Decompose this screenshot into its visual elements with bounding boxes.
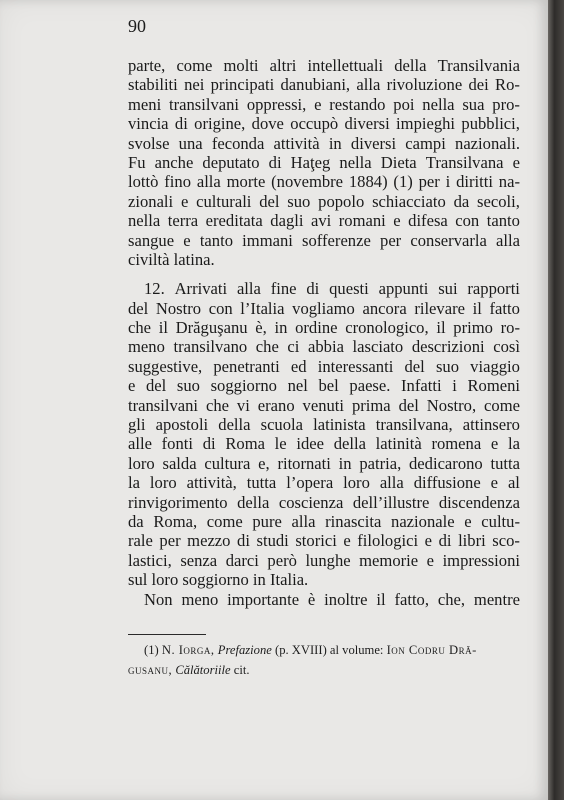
footnote-title: Călătoriile — [175, 663, 231, 677]
line-text: parte, come molti altri intellettuali della Transilvania — [128, 56, 520, 75]
line-text: e del suo soggiorno nel bel paese. Infatti i Romeni — [128, 376, 520, 396]
line-text: lastici, senza darci però lunghe memorie e impressioni — [128, 550, 520, 570]
text-line — [128, 512, 520, 531]
text-line — [128, 434, 520, 453]
footnote-line-1 — [128, 640, 520, 660]
line-text: Fu anche deputato di Haţeg nella Dieta Transilvana e — [128, 152, 520, 172]
text-line — [128, 318, 520, 337]
text-line — [128, 231, 520, 250]
paragraph-1 — [128, 56, 520, 269]
text-line — [128, 56, 520, 75]
line-text: transilvani che vi erano venuti prima del Nostro, come — [128, 395, 520, 415]
text-line — [128, 192, 520, 211]
text-line — [128, 473, 520, 492]
footnote-work: Prefazione — [217, 643, 272, 657]
footnote-author-cont: gusanu, — [128, 663, 173, 677]
text-line — [128, 299, 520, 318]
text-line — [128, 153, 520, 172]
page-number: 90 — [128, 16, 146, 36]
footnote-target-author: Ion Codru Dră- — [386, 643, 477, 657]
paragraph-gap — [128, 269, 520, 279]
line-text: sul loro soggiorno in Italia. — [128, 570, 309, 590]
text-line — [128, 551, 520, 570]
line-text: gli apostoli della scuola latinista transilvana, attinsero — [128, 415, 520, 435]
line-text: suggestive, penetranti ed interessanti del suo viaggio — [128, 356, 520, 376]
line-text: vincia di origine, dove occupò diversi impieghi pubblici, — [128, 114, 520, 134]
line-text: lottò fino alla morte (novembre 1884) (1) per i diritti na- — [128, 172, 520, 192]
text-line — [128, 337, 520, 356]
line-text: alle fonti di Roma le idee della latinità romena e la — [128, 434, 520, 454]
line-text: meni transilvani oppressi, e restando poi nella sua pro- — [128, 94, 520, 114]
footnote-marker: (1) — [144, 643, 159, 657]
footnote-ref: (p. XVIII) al volume: — [275, 643, 384, 657]
line-text: che il Drăguşanu è, in ordine cronologico, il primo ro- — [128, 318, 520, 338]
text-line — [128, 114, 520, 133]
text-line — [128, 211, 520, 230]
paragraph-2 — [128, 279, 520, 589]
footnote-rule — [128, 634, 206, 635]
text-line — [128, 396, 520, 415]
line-text: zionali e culturali del suo popolo schiacciato da secoli, — [128, 191, 520, 211]
text-line — [128, 95, 520, 114]
line-text: loro salda cultura e, ritornati in patria, dedicarono tutta — [128, 453, 520, 473]
line-text: sangue e tanto immani sofferenze per conservarla alla — [128, 230, 520, 250]
text-line — [128, 172, 520, 191]
text-line — [128, 134, 520, 153]
text-line — [128, 454, 520, 473]
line-text: meno transilvano che ci abbia lasciato descrizioni così — [128, 337, 520, 357]
text-line — [128, 493, 520, 512]
line-text: rale per mezzo di studi storici e filologici e di libri sco- — [128, 531, 520, 551]
line-text: stabiliti nei principati danubiani, alla rivoluzione dei Ro- — [128, 75, 520, 95]
text-line — [128, 590, 520, 609]
text-line — [128, 376, 520, 395]
paragraph-3 — [128, 590, 520, 609]
line-text: 12. Arrivati alla fine di questi appunti sui rapporti — [144, 279, 520, 299]
footnote-cit: cit. — [233, 663, 250, 677]
text-line — [128, 357, 520, 376]
footnote-line-2 — [128, 660, 520, 680]
body-text — [128, 56, 520, 609]
text-line — [128, 75, 520, 94]
line-text: nella terra ereditata dagli avi romani e difesa con tanto — [128, 211, 520, 231]
line-text: la loro attività, tutta l’opera loro alla diffusione e al — [128, 473, 520, 493]
text-line — [128, 570, 520, 589]
footnote — [128, 640, 520, 680]
line-text: del Nostro con l’Italia vogliamo ancora rilevare il fatto — [128, 298, 520, 318]
line-text: da Roma, come pure alla rinascita nazionale e cultu- — [128, 511, 520, 531]
page-edge-shadow — [548, 0, 564, 800]
line-text: svolse una feconda attività in diversi campi nazionali. — [128, 133, 520, 153]
text-line — [128, 531, 520, 550]
line-text: civiltà latina. — [128, 249, 215, 269]
text-line — [128, 279, 520, 298]
text-line — [128, 415, 520, 434]
footnote-author: N. Iorga, — [161, 643, 215, 657]
line-text: rinvigorimento della coscienza dell’illustre discendenza — [128, 492, 520, 512]
line-text: Non meno importante è inoltre il fatto, che, mentre — [144, 589, 520, 609]
text-line — [128, 250, 520, 269]
